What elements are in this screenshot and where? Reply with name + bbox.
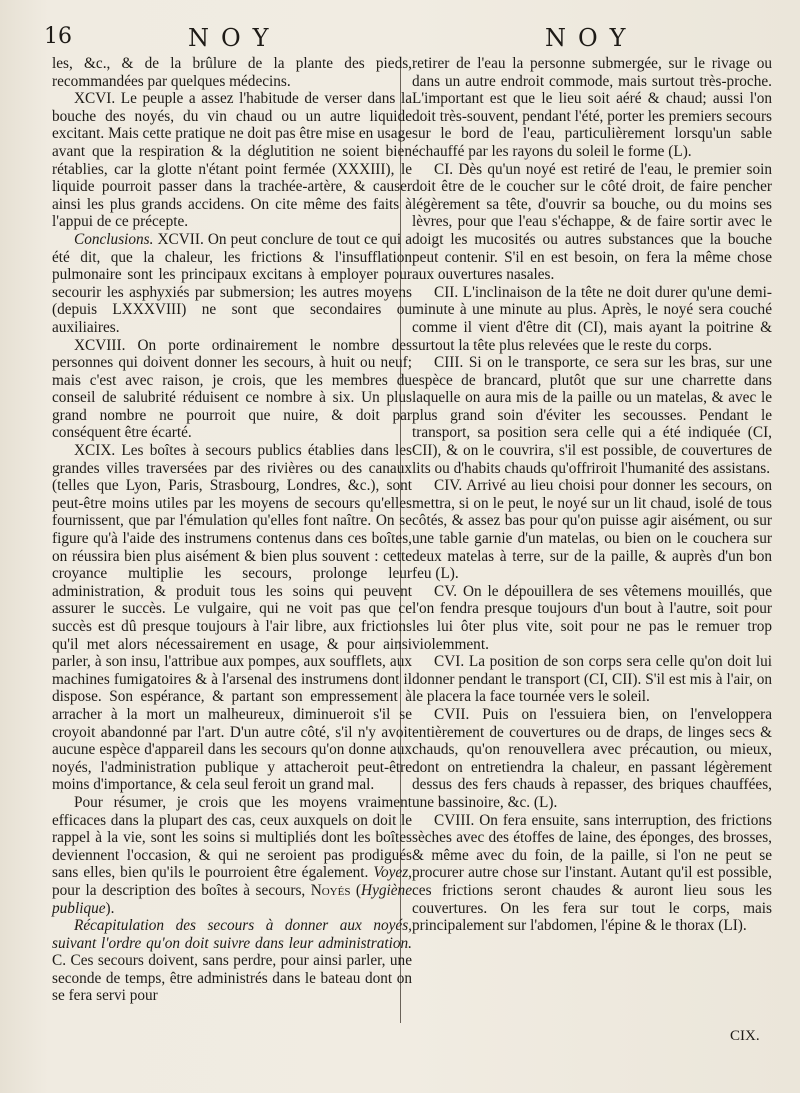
running-head-right: NOY	[545, 24, 638, 52]
cross-reference-noyes: Noyés	[310, 881, 351, 899]
paren-close: ).	[105, 899, 115, 917]
paragraph-cv: CV. On le dépouillera de ses vêtemens mouillés, que l'on fendra presque toujours d'un bout à l'autre, soit pour les lui ôter plus vite, soit pour ne pas le remuer trop violemment.	[412, 582, 772, 653]
page-number: 16	[44, 24, 72, 49]
paragraph-c	[52, 917, 412, 1005]
paragraph-xcvi: XCVI. Le peuple a assez l'habitude de verser dans la bouche des noyés, du vin chaud ou un autre liquide excitant. Mais cette pratique ne doit pas être mise en usage avant que la respiration & la déglutition ne soient bien rétablies, car la glotte n'étant point fermée (XXXIII), le liquide pourroit passer dans la trachée-artère, & causer ainsi les plus grands accidens. On cite même des faits à l'appui de ce précepte.	[52, 90, 412, 231]
paragraph-xcviii: XCVIII. On porte ordinairement le nombre des personnes qui doivent donner les secours, à huit ou neuf; mais c'est avec raison, je crois, que les membres du conseil de salubrité réduisent ce nombre à six. Un plus grand nombre ne pourroit que nuire, & doit par conséquent être écarté.	[52, 336, 412, 442]
running-head-left: NOY	[188, 24, 281, 52]
paragraph-cviii: CVIII. On fera ensuite, sans interruption, des frictions sèches avec des étoffes de laine, des éponges, des brosses, & même avec du foin, de la paille, si l'on ne peut se procurer autre chose sur l'instant. Autant qu'il est possible, ces frictions seront chaudes & auront lieu sous les couvertures. On les fera sur tout le corps, mais principalement sur l'abdomen, l'épine & le thorax (LI).	[412, 811, 772, 935]
paragraph-resume-text: Pour résumer, je crois que les moyens vraiment efficaces dans la plupart des cas, ceux auxquels on doit le rappel à la vie, sont les soins si multipliés dont les boîtes deviennent l'occasion, & qui ne seroient pas prodigués sans elles, bien qu'ils le pourroient être également.	[52, 793, 412, 882]
paragraph-civ: CIV. Arrivé au lieu choisi pour donner les secours, on mettra, si on le peut, le noyé sur un lit chaud, isolé de tous côtés, & assez bas pour qu'on puisse agir aisément, ou sur une table garnie d'un matelas, ou bien on le couchera sur deux matelas à terre, sur de la paille, & auprès d'un bon feu (L).	[412, 477, 772, 583]
left-column	[52, 55, 412, 1005]
paragraph-ci: CI. Dès qu'un noyé est retiré de l'eau, le premier soin doit être de le coucher sur le côté droit, de faire pencher légèrement sa tête, d'ouvrir sa bouche, ou du moins ses lèvres, pour que l'eau s'échappe, & de faire sortir avec le doigt les mucosités ou autres substances que la bouche peut contenir. S'il en est besoin, on fera la même chose aux ouvertures nasales.	[412, 160, 772, 284]
paragraph-continuation-right: retirer de l'eau la personne submergée, sur le rivage ou dans un autre endroit commode, mais surtout très-proche. L'important est que le lieu soit aéré & chaud; aussi l'on doit très-souvent, pendant l'été, porter les premiers secours sur le bord de l'eau, particulièrement lorsqu'un sable échauffé par les rayons du soleil le forme (L).	[412, 55, 772, 160]
paren-open: (	[350, 881, 362, 899]
paragraph-continuation: les, &c., & de la brûlure de la plante des pieds, recommandées par quelques médecins.	[52, 55, 412, 90]
paragraph-resume-text-2: pour la description des boîtes à secours,	[52, 881, 311, 899]
side-heading-conclusions: Conclusions.	[74, 230, 154, 248]
paragraph-c-text: C. Ces secours doivent, sans perdre, pour ainsi parler, une seconde de temps, être administrés dans le bateau dont on se fera servi pour	[52, 952, 412, 1005]
cross-reference-voyez: Voyez,	[373, 864, 412, 882]
side-heading-recapitulation: Récapitulation des secours à donner aux noyés, suivant l'ordre qu'on doit suivre dans leur administration.	[52, 917, 412, 952]
paragraph-ciii: CIII. Si on le transporte, ce sera sur les bras, sur une espèce de brancard, plutôt que sur une charrette dans laquelle on aura mis de la paille ou un matelas, & avec le plus grand soin d'éviter les secousses. Pendant le transport, sa position sera celle qui a été indiquée (CI, CII), & on le couvrira, s'il est possible, de couvertures de lits ou d'habits chauds qu'offriroit l'humanité des assistans.	[412, 354, 772, 477]
paragraph-xcvii	[52, 231, 412, 337]
page-header	[0, 22, 800, 56]
paragraph-xcix: XCIX. Les boîtes à secours publics établies dans les grandes villes traversées par des rivières ou des canaux (telles que Lyon, Paris, Strasbourg, Londres, &c.), sont peut-être moins utiles par les moyens de secours qu'elles fournissent, que par l'émulation qu'elles font naître. On se figure qu'à l'aide des instrumens contenus dans ces boîtes, on réussira bien plus aisément & bien plus souvent : cette croyance multiplie les secours, prolonge leur administration, & produit tous les soins qui peuvent assurer le succès. Le vulgaire, qui ne voit pas que ce succès est dû presque toujours à l'air libre, aux frictions qu'il met alors nécessairement en usage, & pour ainsi parler, à son insu, l'attribue aux pompes, aux soufflets, aux machines fumigatoires & à l'arsenal des instrumens dont il dispose. Son espérance, & partant son empressement à arracher à la mort un malheureux, diminueroit s'il se croyoit abandonné par l'art. D'un autre côté, s'il n'y avoit aucune espèce d'appareil dans les secours qu'on donne aux noyés, l'administration publique y attacheroit peut-être moins d'importance, & cela seul feroit un grand mal.	[52, 442, 412, 794]
catchword: CIX.	[730, 1028, 760, 1044]
right-column	[412, 55, 772, 935]
paragraph-cii: CII. L'inclinaison de la tête ne doit durer qu'une demi-minute à une minute au plus. Après, le noyé sera couché comme il vient d'être dit (CI), mais ayant la poitrine & surtout la tête plus relevées que le reste du corps.	[412, 283, 772, 354]
paragraph-xcvii-text: XCVII. On peut conclure de tout ce qui a été dit, que la chaleur, les frictions & l'insufflation pulmonaire sont les principaux excitans à employer pour secourir les asphyxiés par submersion; les autres moyens (depuis LXXXVIII) ne sont que secondaires ou auxiliaires.	[52, 230, 412, 336]
cross-reference-hygiene: Hygiène publique	[52, 881, 412, 917]
paragraph-cvi: CVI. La position de son corps sera celle qu'on doit lui donner pendant le transport (CI, CII). S'il est mis à l'air, on le placera la face tournée vers le soleil.	[412, 653, 772, 706]
paragraph-resume	[52, 794, 412, 917]
paragraph-cvii: CVII. Puis on l'essuiera bien, on l'enveloppera entièrement de couvertures ou de draps, de linges secs & chauds, qu'on renouvellera avec précaution, ou mieux, dont on entretiendra la chaleur, en passant légèrement dessus des fers chauds à repasser, des briques chauffées, une bassinoire, &c. (L).	[412, 705, 772, 811]
